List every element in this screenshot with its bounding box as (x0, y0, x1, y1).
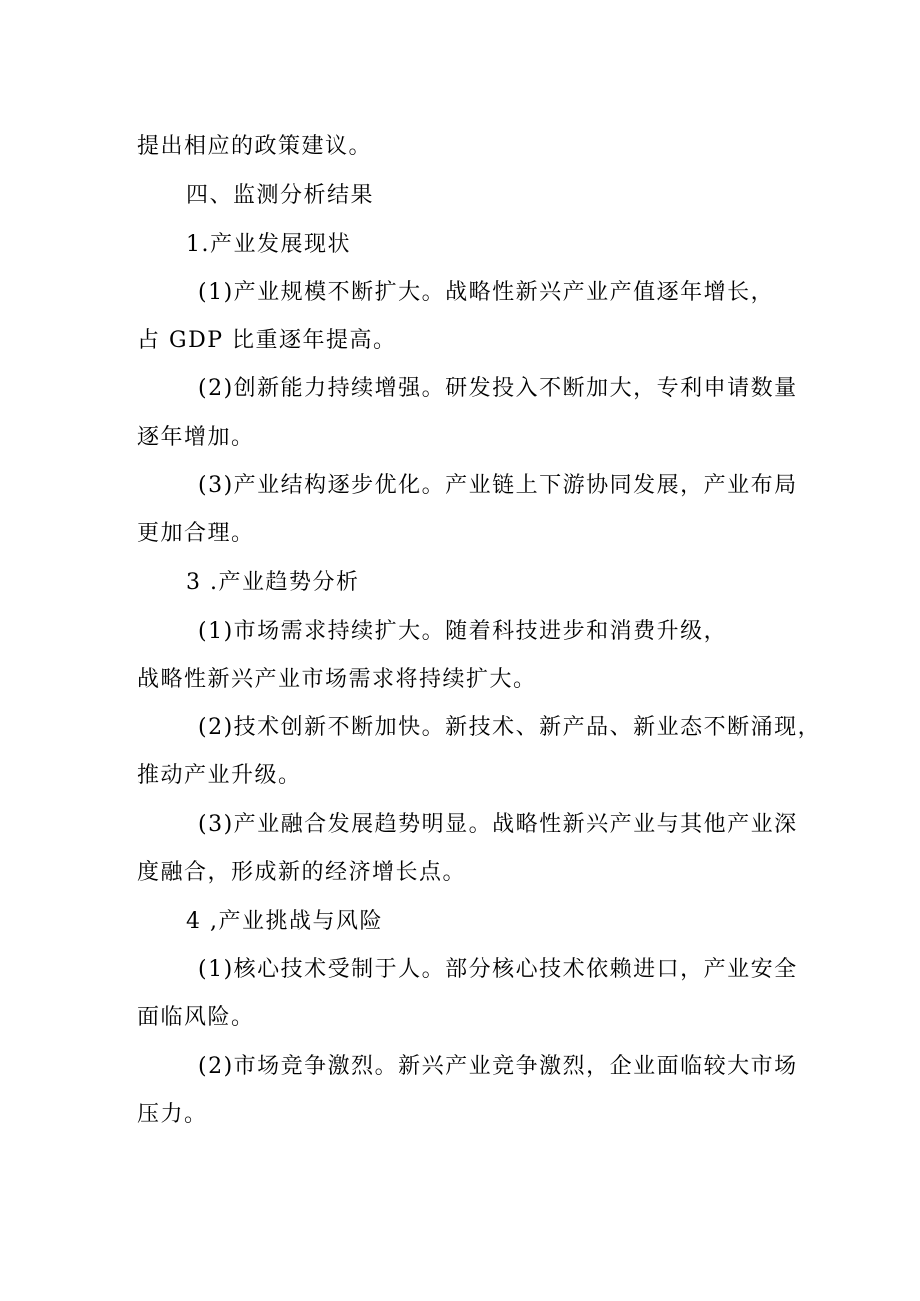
paragraph-line: (3)产业结构逐步优化。产业链上下游协同发展，产业布局 (198, 473, 798, 498)
paragraph-line: (1)产业规模不断扩大。战略性新兴产业产值逐年增长， (198, 280, 775, 305)
paragraph-line: 提出相应的政策建议。 (137, 134, 373, 159)
paragraph-line: (1)核心技术受制于人。部分核心技术依赖进口，产业安全 (198, 957, 798, 982)
paragraph-line: 面临风险。 (137, 1005, 255, 1030)
paragraph-line: (2)创新能力持续增强。研发投入不断加大，专利申请数量 (198, 376, 798, 401)
paragraph-line: 推动产业升级。 (137, 763, 302, 788)
paragraph-line: 度融合，形成新的经济增长点。 (137, 860, 467, 885)
paragraph-line: 更加合理。 (137, 521, 255, 546)
paragraph-line: (2)市场竞争激烈。新兴产业竞争激烈，企业面临较大市场 (198, 1054, 798, 1079)
subsection-heading: 3 .产业趋势分析 (186, 570, 360, 595)
paragraph-line: 战略性新兴产业市场需求将持续扩大。 (137, 667, 537, 692)
section-heading: 四、监测分析结果 (186, 183, 375, 208)
paragraph-line: (3)产业融合发展趋势明显。战略性新兴产业与其他产业深 (198, 812, 798, 837)
paragraph-line: (2)技术创新不断加快。新技术、新产品、新业态不断涌现， (198, 715, 822, 740)
subsection-heading: 1.产业发展现状 (186, 232, 351, 257)
paragraph-line: 逐年增加。 (137, 425, 255, 450)
paragraph-line: 占 GDP 比重逐年提高。 (137, 328, 397, 353)
paragraph-line: (1)市场需求持续扩大。随着科技进步和消费升级， (198, 619, 728, 644)
paragraph-line: 压力。 (137, 1102, 208, 1127)
subsection-heading: 4 ,产业挑战与风险 (186, 909, 383, 934)
